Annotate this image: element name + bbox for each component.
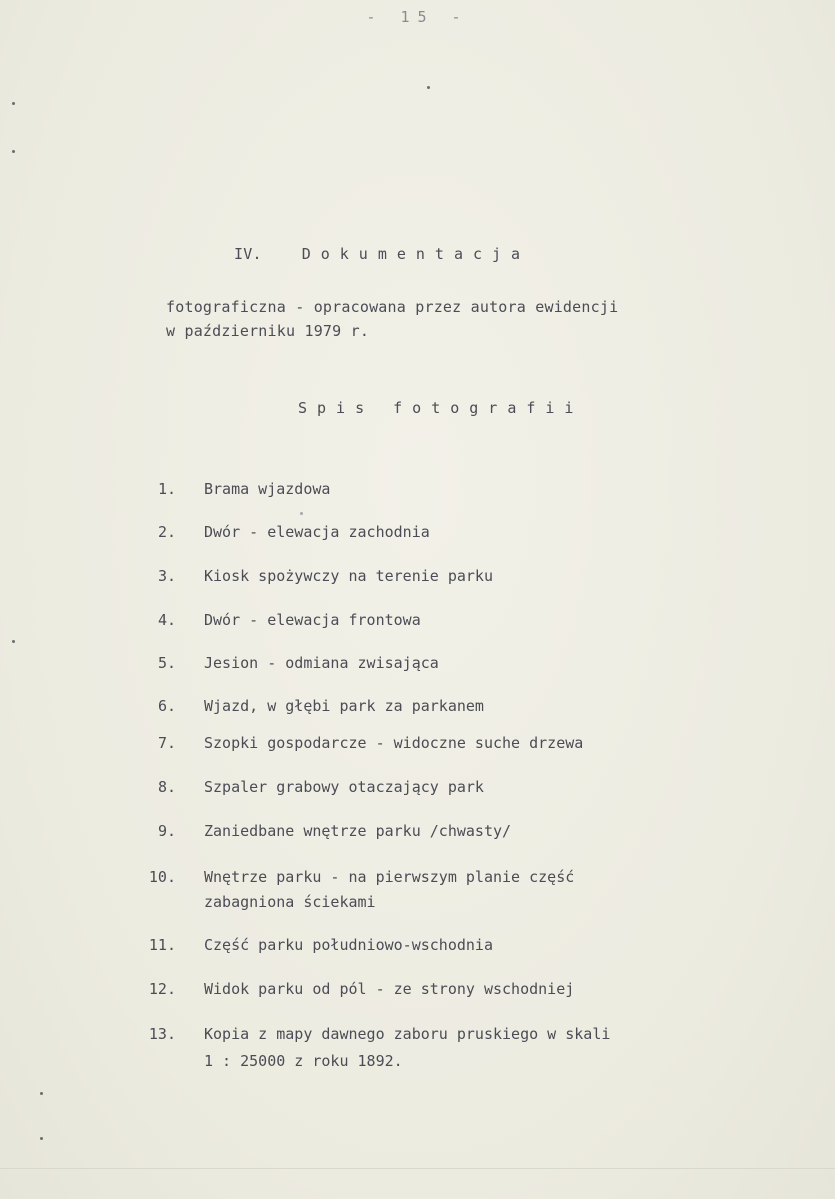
item-text: Wnętrze parku - na pierwszym planie część bbox=[204, 868, 575, 886]
item-text: Brama wjazdowa bbox=[204, 480, 331, 498]
item-number: 1. bbox=[157, 480, 176, 498]
item-number: 13. bbox=[148, 1025, 176, 1043]
item-number: 7. bbox=[157, 734, 176, 752]
item-text: Szopki gospodarcze - widoczne suche drzewa bbox=[204, 734, 584, 752]
page-edge-line bbox=[0, 1168, 835, 1169]
paper-speck bbox=[12, 150, 15, 153]
intro-line-1: fotograficzna - opracowana przez autora ewidencji bbox=[166, 298, 619, 316]
item-text: Dwór - elewacja frontowa bbox=[204, 611, 421, 629]
item-text: Wjazd, w głębi park za parkanem bbox=[204, 697, 484, 715]
item-number: 4. bbox=[157, 611, 176, 629]
item-number: 3. bbox=[157, 567, 176, 585]
section-title: Dokumentacja bbox=[301, 245, 531, 263]
paper-speck bbox=[40, 1137, 43, 1140]
item-number: 2. bbox=[157, 523, 176, 541]
item-number: 11. bbox=[148, 936, 176, 954]
item-text: Jesion - odmiana zwisająca bbox=[204, 654, 439, 672]
item-text: Kopia z mapy dawnego zaboru pruskiego w skali bbox=[204, 1025, 611, 1043]
page-number: - 15 - bbox=[366, 8, 469, 26]
item-number: 8. bbox=[157, 778, 176, 796]
intro-line-2: w październiku 1979 r. bbox=[166, 322, 370, 340]
item-number: 6. bbox=[157, 697, 176, 715]
item-number: 12. bbox=[148, 980, 176, 998]
item-number: 9. bbox=[157, 822, 176, 840]
item-text-continued: 1 : 25000 z roku 1892. bbox=[204, 1052, 403, 1070]
item-number: 10. bbox=[148, 868, 176, 886]
item-text: Kiosk spożywczy na terenie parku bbox=[204, 567, 493, 585]
paper-speck bbox=[12, 102, 15, 105]
item-text: Część parku południowo-wschodnia bbox=[204, 936, 493, 954]
section-number: IV. bbox=[234, 245, 262, 263]
item-text: Widok parku od pól - ze strony wschodniej bbox=[204, 980, 575, 998]
paper-speck bbox=[300, 512, 303, 515]
paper-speck bbox=[12, 640, 15, 643]
item-text: Szpaler grabowy otaczający park bbox=[204, 778, 484, 796]
list-heading: Spis fotografii bbox=[298, 399, 584, 417]
item-number: 5. bbox=[157, 654, 176, 672]
item-text: Zaniedbane wnętrze parku /chwasty/ bbox=[204, 822, 512, 840]
paper-speck bbox=[40, 1092, 43, 1095]
item-text: Dwór - elewacja zachodnia bbox=[204, 523, 430, 541]
item-text-continued: zabagniona ściekami bbox=[204, 893, 376, 911]
paper-speck bbox=[427, 86, 430, 89]
